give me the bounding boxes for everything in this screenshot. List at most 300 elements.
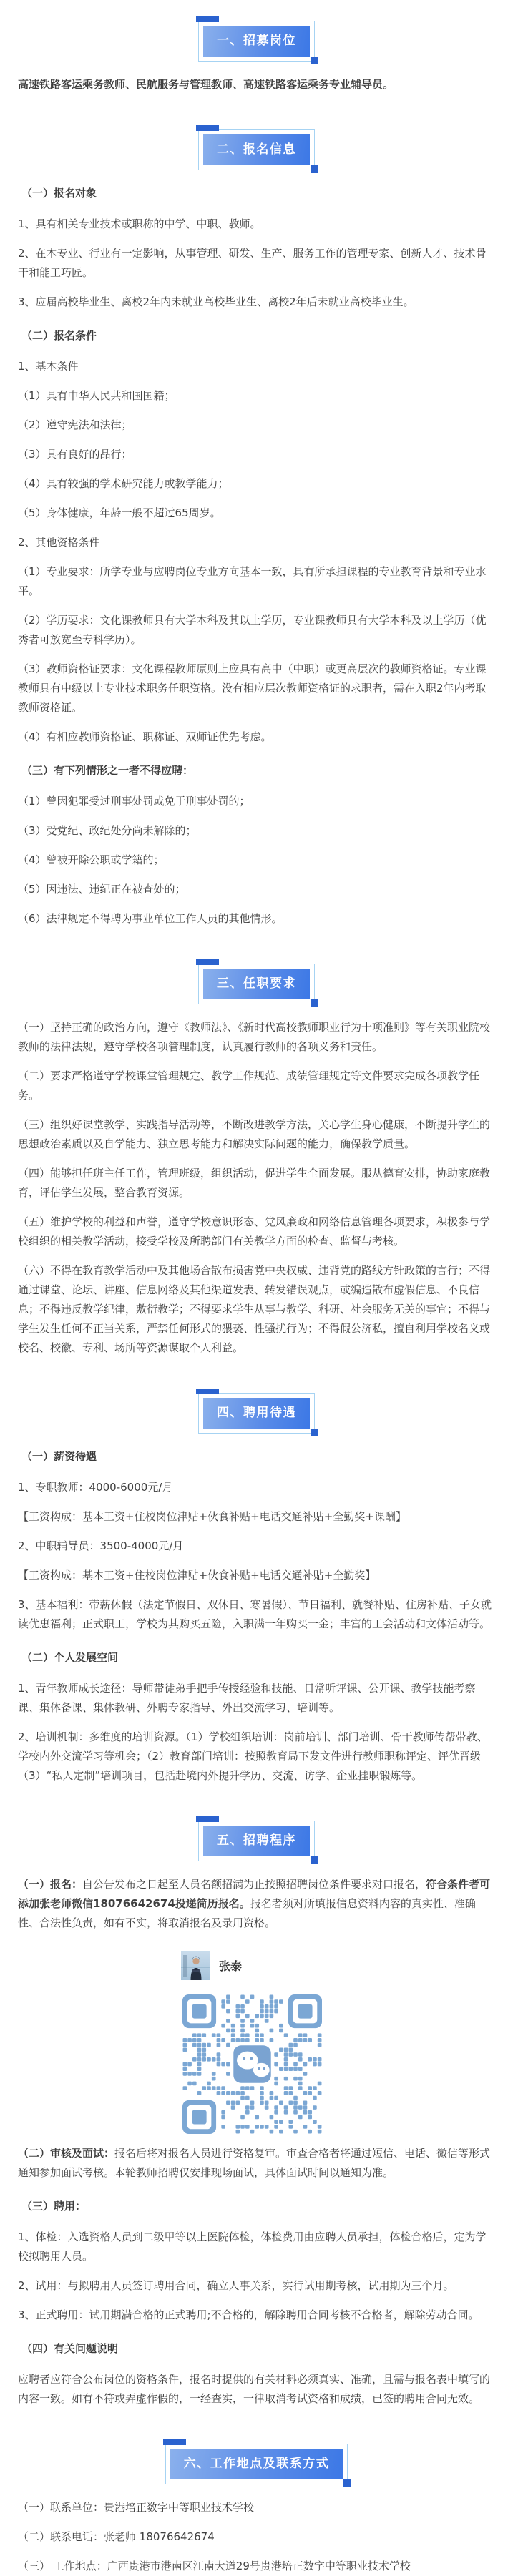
qr-module: [308, 2130, 312, 2134]
qr-module: [260, 2038, 264, 2042]
qr-module: [217, 2043, 221, 2047]
qr-module: [231, 2038, 235, 2042]
qr-module: [288, 2091, 293, 2095]
qr-module: [197, 2048, 202, 2052]
qr-module: [240, 2019, 245, 2023]
paragraph: （一）坚持正确的政治方向，遵守《教师法》、《新时代高校教师职业行为十项准则》等有关职业院校教师的法律法规，遵守学校各项管理制度，认真履行教师的各项义务和责任。: [18, 1021, 491, 1053]
qr-module: [270, 2038, 274, 2042]
qr-module: [245, 1999, 250, 2004]
qr-module: [318, 2091, 322, 2095]
qr-module: [260, 2125, 264, 2129]
paragraph: （1）专业要求：所学专业与应聘岗位专业方向基本一致，具有所承担课程的专业教育背景和专业水平。: [18, 565, 487, 597]
qr-module: [274, 2082, 278, 2086]
ribbon-accent-bar: [196, 959, 219, 965]
qr-module: [274, 2105, 278, 2110]
qr-module: [318, 2057, 322, 2062]
qr-module: [313, 2086, 317, 2090]
text-run: （二）审核及面试：: [18, 2147, 115, 2160]
qr-module: [279, 2130, 283, 2134]
qr-module: [212, 2057, 216, 2062]
qr-module: [298, 2105, 303, 2110]
qr-module: [260, 2100, 264, 2105]
qr-module: [308, 2086, 312, 2090]
qr-module: [207, 2043, 211, 2047]
qr-module: [318, 2043, 322, 2047]
qr-module: [187, 2072, 192, 2076]
qr-module: [231, 2029, 235, 2033]
qr-module: [303, 2033, 308, 2037]
sub-heading: （一）薪资待遇: [21, 1450, 97, 1463]
qr-module: [274, 2096, 278, 2100]
wechat-qr-svg: [182, 1994, 322, 2134]
paragraph: 3、应届高校毕业生、离校2年内未就业高校毕业生、离校2年后未就业高校毕业生。: [18, 295, 414, 308]
qr-module: [303, 2125, 308, 2129]
paragraph: （一）联系单位：贵港培正数字中等职业技术学校: [18, 2501, 255, 2514]
qr-module: [217, 2062, 221, 2067]
wechat-qr-code: [182, 1994, 322, 2134]
sub-heading: （四）有关问题说明: [21, 2342, 119, 2355]
sub-heading: （一）报名对象: [21, 187, 97, 200]
qr-module: [202, 2086, 206, 2090]
qr-module: [265, 2019, 269, 2023]
qr-module: [274, 2110, 278, 2115]
qr-module: [240, 2115, 245, 2120]
qr-module: [284, 2052, 288, 2057]
qr-module: [293, 2100, 298, 2105]
qr-module: [260, 1999, 264, 2004]
qr-module: [240, 2004, 245, 2009]
qr-module: [293, 2062, 298, 2067]
qr-module: [245, 2105, 250, 2110]
qr-module: [265, 2009, 269, 2014]
qr-module: [217, 2086, 221, 2090]
qr-module: [288, 2048, 293, 2052]
qr-module: [245, 2125, 250, 2129]
qr-module: [183, 2038, 187, 2042]
qr-module: [284, 2067, 288, 2071]
paragraph: 高速铁路客运乘务教师、民航服务与管理教师、高速铁路客运乘务专业辅导员。: [18, 78, 394, 91]
paragraph: （1）曾因犯罪受过刑事处罚或免于刑事处罚的；: [18, 795, 250, 808]
paragraph: （3）受党纪、政纪处分尚未解除的；: [18, 824, 197, 837]
qr-module: [197, 2091, 202, 2095]
section-title: 五、招聘程序: [203, 1826, 310, 1856]
qr-module: [255, 2038, 259, 2042]
contact-avatar: [181, 1951, 210, 1980]
qr-module: [240, 1995, 245, 1999]
qr-module: [240, 2038, 245, 2042]
qr-module: [260, 2004, 264, 2009]
qr-module: [187, 2082, 192, 2086]
qr-module: [221, 2091, 225, 2095]
qr-module: [313, 2096, 317, 2100]
qr-module: [192, 2043, 197, 2047]
paragraph: 【工资构成：基本工资+住校岗位津贴+伙食补贴+电话交通补贴+全勤奖】: [18, 1569, 376, 1582]
qr-module: [270, 1999, 274, 2004]
qr-module: [250, 2100, 255, 2105]
qr-module: [293, 2130, 298, 2134]
paragraph: （四）能够担任班主任工作，管理班级，组织活动，促进学生全面发展。服从德育安排，协助家庭教育，评估学生发展，整合教育资源。: [18, 1167, 491, 1199]
qr-module: [255, 2024, 259, 2028]
qr-module: [303, 2062, 308, 2067]
qr-module: [197, 2043, 202, 2047]
paragraph: 2、在本专业、行业有一定影响，从事管理、研发、生产、服务工作的管理专家、创新人才、技术骨干和能工巧匠。: [18, 247, 487, 279]
qr-module: [288, 2052, 293, 2057]
qr-module: [226, 2019, 230, 2023]
qr-module: [303, 2110, 308, 2115]
qr-module: [260, 2096, 264, 2100]
qr-module: [217, 2052, 221, 2057]
ribbon-accent-bar: [163, 2439, 186, 2445]
qr-module: [221, 1999, 225, 2004]
qr-module: [270, 2014, 274, 2018]
text-run: （一）报名：: [18, 1878, 83, 1891]
qr-module: [221, 2110, 225, 2115]
qr-module: [240, 2009, 245, 2014]
section-title: 三、任职要求: [203, 969, 310, 999]
paragraph: 1、专职教师：4000-6000元/月: [18, 1481, 173, 1494]
qr-module: [279, 2048, 283, 2052]
qr-module: [197, 2038, 202, 2042]
qr-module: [202, 2048, 206, 2052]
qr-module: [313, 2057, 317, 2062]
section-title: 二、报名信息: [203, 134, 310, 165]
ribbon-corner-accent: [311, 1429, 318, 1436]
qr-module: [293, 2067, 298, 2071]
qr-module: [197, 2052, 202, 2057]
qr-module: [202, 2052, 206, 2057]
qr-module: [260, 2091, 264, 2095]
qr-module: [212, 2072, 216, 2076]
qr-module: [236, 2004, 240, 2009]
qr-module: [226, 2029, 230, 2033]
qr-module: [308, 2091, 312, 2095]
wechat-logo-bubble: [253, 2063, 270, 2077]
qr-module: [288, 2043, 293, 2047]
qr-module: [183, 2043, 187, 2047]
ribbon-accent-bar: [196, 1389, 219, 1394]
qr-module: [236, 2009, 240, 2014]
qr-module: [192, 2082, 197, 2086]
qr-module: [197, 2062, 202, 2067]
qr-module: [303, 2072, 308, 2076]
paragraph: （4）具有较强的学术研究能力或教学能力；: [18, 477, 229, 490]
qr-module: [202, 2033, 206, 2037]
qr-module: [284, 2077, 288, 2081]
qr-module: [298, 2033, 303, 2037]
paragraph: （5）因违法、违纪正在被查处的；: [18, 883, 186, 896]
qr-module: [236, 2038, 240, 2042]
qr-module: [240, 2029, 245, 2033]
qr-module: [318, 2062, 322, 2067]
qr-module: [236, 2125, 240, 2129]
paragraph: [18, 1875, 495, 1933]
qr-module: [245, 2033, 250, 2037]
qr-module: [217, 2038, 221, 2042]
wechat-logo-bubble: [258, 2067, 260, 2070]
paragraph: （3）具有良好的品行；: [18, 448, 132, 461]
qr-module: [274, 2009, 278, 2014]
paragraph: 1、体检：入选资格人员到二级甲等以上医院体检，体检费用由应聘人员承担，体检合格后，定为学校拟聘用人员。: [18, 2230, 487, 2263]
qr-module: [284, 2110, 288, 2115]
qr-module: [183, 2048, 187, 2052]
qr-module: [284, 2091, 288, 2095]
qr-module: [279, 2100, 283, 2105]
section-header-6: [170, 2449, 343, 2479]
qr-module: [270, 2004, 274, 2009]
qr-module: [250, 2130, 255, 2134]
section-title: 六、工作地点及联系方式: [170, 2449, 343, 2479]
qr-module: [240, 2086, 245, 2090]
contact-name: 张泰: [219, 1959, 243, 1973]
text-run: 符合条件者可添加张老师微信18076642674投递简历报名。: [18, 1878, 491, 1910]
ribbon-accent-bar: [196, 1816, 219, 1822]
qr-module: [318, 2130, 322, 2134]
qr-finder: [298, 2004, 312, 2018]
qr-module: [270, 1995, 274, 1999]
qr-module: [192, 2033, 197, 2037]
qr-module: [293, 2043, 298, 2047]
qr-finder: [192, 2004, 206, 2018]
qr-module: [298, 2052, 303, 2057]
contact-name-row: [181, 1951, 495, 1980]
qr-module: [192, 2072, 197, 2076]
qr-module: [308, 2038, 312, 2042]
qr-module: [226, 2009, 230, 2014]
qr-module: [245, 2096, 250, 2100]
qr-module: [212, 2033, 216, 2037]
paragraph: （三）组织好课堂教学、实践指导活动等，不断改进教学方法，关心学生身心健康，不断提升学生的思想政治素质以及自学能力、独立思考能力和解决实际问题的能力，确保教学质量。: [18, 1118, 491, 1150]
qr-module: [274, 2077, 278, 2081]
qr-module: [236, 2130, 240, 2134]
ribbon-corner-accent: [311, 57, 318, 64]
qr-module: [183, 2072, 187, 2076]
qr-module: [260, 2009, 264, 2014]
qr-module: [279, 2067, 283, 2071]
qr-module: [270, 2091, 274, 2095]
qr-module: [183, 2062, 187, 2067]
paragraph: 应聘者应符合公布岗位的资格条件，报名时提供的有关材料必须真实、准确，且需与报名表中填写的内容一致。如有不符或弄虚作假的，一经查实，一律取消考试资格和成绩，已签的聘用合同无效。: [18, 2373, 491, 2405]
qr-module: [226, 1995, 230, 1999]
qr-finder: [192, 2110, 206, 2124]
section-header-5: [203, 1826, 310, 1856]
paragraph: 2、其他资格条件: [18, 536, 100, 549]
qr-module: [284, 2105, 288, 2110]
qr-module: [217, 2091, 221, 2095]
qr-module: [250, 2024, 255, 2028]
qr-module: [274, 2120, 278, 2124]
section-header-1: [203, 26, 310, 57]
qr-module: [231, 2100, 235, 2105]
paragraph: （二）要求严格遵守学校课堂管理规定、教学工作规范、成绩管理规定等文件要求完成各项教学任务。: [18, 1069, 480, 1102]
qr-module: [187, 2062, 192, 2067]
paragraph: 【工资构成：基本工资+住校岗位津贴+伙食补贴+电话交通补贴+全勤奖+课酬】: [18, 1510, 406, 1523]
qr-module: [274, 2004, 278, 2009]
qr-module: [293, 2105, 298, 2110]
qr-module: [221, 2024, 225, 2028]
qr-module: [255, 2125, 259, 2129]
qr-module: [318, 2125, 322, 2129]
qr-module: [318, 2038, 322, 2042]
contact-avatar-image: [181, 1951, 210, 1980]
qr-module: [313, 2120, 317, 2124]
qr-module: [217, 2033, 221, 2037]
text-run: 自公告发布之日起至人员名额招满为止按照招聘岗位条件要求对口报名，: [82, 1878, 426, 1891]
qr-module: [303, 2038, 308, 2042]
paragraph: 1、青年教师成长途径：导师带徒弟手把手传授经验和技能、日常听评课、公开课、教学技能考察课、集体备课、集体教研、外聘专家指导、外出交流学习、培训等。: [18, 1682, 476, 1714]
qr-module: [308, 2057, 312, 2062]
qr-module: [265, 2125, 269, 2129]
paragraph: [18, 2144, 495, 2183]
qr-module: [265, 2105, 269, 2110]
paragraph: （4）有相应教师资格证、职称证、双师证优先考虑。: [18, 730, 272, 743]
qr-module: [240, 2091, 245, 2095]
qr-module: [279, 2024, 283, 2028]
qr-module: [308, 2110, 312, 2115]
qr-module: [293, 2077, 298, 2081]
qr-module: [226, 2072, 230, 2076]
qr-module: [284, 2062, 288, 2067]
qr-module: [236, 2091, 240, 2095]
qr-module: [303, 2105, 308, 2110]
paragraph: 3、正式聘用：试用期满合格的正式聘用;不合格的，解除聘用合同考核不合格者，解除劳动合同。: [18, 2308, 479, 2321]
qr-module: [221, 2004, 225, 2009]
paragraph: 2、中职辅导员：3500-4000元/月: [18, 1539, 184, 1552]
qr-module: [240, 2024, 245, 2028]
qr-module: [221, 2086, 225, 2090]
qr-module: [240, 2096, 245, 2100]
sub-heading: （二）个人发展空间: [21, 1651, 119, 1664]
qr-module: [298, 2038, 303, 2042]
qr-module: [255, 2014, 259, 2018]
qr-module: [202, 2043, 206, 2047]
qr-module: [270, 2029, 274, 2033]
paragraph: （4）曾被开除公职或学籍的；: [18, 853, 165, 866]
qr-module: [236, 2100, 240, 2105]
qr-module: [245, 2086, 250, 2090]
paragraph: 3、基本福利：带薪休假（法定节假日、双休日、寒暑假）、节日福利、就餐补贴、住房补贴、子女就读优惠福利；正式职工，学校为其购买五险，入职满一年购买一金；丰富的工会活动和文体活动等。: [18, 1598, 492, 1630]
qr-module: [270, 2130, 274, 2134]
section-header-3: [203, 969, 310, 999]
paragraph: 2、试用：与拟聘用人员签订聘用合同，确立人事关系，实行试用期考核，试用期为三个月。: [18, 2279, 454, 2292]
qr-module: [192, 2057, 197, 2062]
qr-module: [231, 2024, 235, 2028]
wechat-logo-bubble: [250, 2057, 253, 2060]
qr-module: [313, 2062, 317, 2067]
paragraph: 2、培训机制：多维度的培训资源。（1）学校组织培训：岗前培训、部门培训、骨干教师传帮带教、学校内外交流学习等机会；（2）教育部门培训：按照教育局下发文件进行教师职称评定、评优晋级（3）“私人定制”培训项目，包括赴境内外提升学历、交流、访学、企业挂职锻炼等。: [18, 1730, 488, 1782]
paragraph: 1、基本条件: [18, 360, 79, 373]
qr-module: [197, 2072, 202, 2076]
qr-module: [298, 2067, 303, 2071]
qr-module: [187, 2038, 192, 2042]
qr-module: [288, 2100, 293, 2105]
qr-module: [226, 1999, 230, 2004]
qr-module: [226, 2043, 230, 2047]
qr-module: [202, 2057, 206, 2062]
qr-module: [221, 2038, 225, 2042]
qr-module: [197, 2067, 202, 2071]
qr-module: [293, 2052, 298, 2057]
qr-module: [250, 2086, 255, 2090]
qr-module: [250, 1995, 255, 1999]
recruitment-article: [0, 26, 513, 2572]
qr-module: [303, 2100, 308, 2105]
section-title: 一、招募岗位: [203, 26, 310, 57]
qr-module: [212, 2086, 216, 2090]
qr-module: [298, 2077, 303, 2081]
qr-module: [274, 2125, 278, 2129]
qr-module: [318, 2082, 322, 2086]
sub-heading: （三）聘用：: [21, 2200, 87, 2213]
qr-module: [207, 2082, 211, 2086]
paragraph: （五）维护学校的利益和声誉，遵守学校意识形态、党风廉政和网络信息管理各项要求，积极参与学校组织的相关教学活动，接受学校及所聘部门有关教学方面的检查、监督与考核。: [18, 1215, 491, 1248]
text-run: 报名后将对报名人员进行资格复审。审查合格者将通过短信、电话、微信等形式通知参加面试考核。本轮教师招聘仅安排现场面试，具体面试时间以通知为准。: [18, 2147, 491, 2179]
qr-module: [274, 1999, 278, 2004]
ribbon-accent-bar: [196, 125, 219, 131]
paragraph: （6）法律规定不得聘为事业单位工作人员的其他情形。: [18, 912, 283, 925]
qr-module: [274, 2062, 278, 2067]
ribbon-corner-accent: [343, 2479, 351, 2487]
qr-module: [183, 2086, 187, 2090]
qr-module: [265, 2100, 269, 2105]
qr-module: [274, 2052, 278, 2057]
paragraph: （5）身体健康，年龄一般不超过65周岁。: [18, 506, 221, 519]
qr-module: [221, 2125, 225, 2129]
qr-module: [255, 2029, 259, 2033]
section-title: 四、聘用待遇: [203, 1398, 310, 1429]
qr-module: [284, 2086, 288, 2090]
ribbon-corner-accent: [311, 999, 318, 1007]
qr-module: [260, 2014, 264, 2018]
qr-module: [217, 2057, 221, 2062]
qr-module: [298, 2057, 303, 2062]
paragraph: 1、具有相关专业技术或职称的中学、中职、教师。: [18, 217, 261, 230]
qr-module: [260, 2086, 264, 2090]
qr-module: [221, 2115, 225, 2120]
contact-card: [18, 1951, 495, 2134]
qr-module: [313, 2105, 317, 2110]
qr-module: [270, 2115, 274, 2120]
qr-module: [236, 2014, 240, 2018]
qr-module: [231, 2091, 235, 2095]
paragraph: （1）具有中华人民共和国国籍；: [18, 389, 175, 402]
qr-module: [197, 2057, 202, 2062]
qr-module: [255, 2115, 259, 2120]
qr-module: [250, 2019, 255, 2023]
ribbon-accent-bar: [196, 16, 219, 22]
ribbon-corner-accent: [311, 1856, 318, 1864]
paragraph: （2）遵守宪法和法律；: [18, 418, 132, 431]
qr-module: [231, 2105, 235, 2110]
paragraph: （二）联系电话：张老师 18076642674: [18, 2530, 215, 2543]
qr-module: [298, 2115, 303, 2120]
sub-heading: （二）报名条件: [21, 329, 97, 342]
qr-module: [288, 2125, 293, 2129]
qr-module: [226, 2091, 230, 2095]
qr-module: [221, 2062, 225, 2067]
qr-module: [303, 2091, 308, 2095]
qr-module: [270, 2096, 274, 2100]
wechat-logo-bubble: [263, 2067, 265, 2070]
paragraph: （六）不得在教育教学活动中及其他场合散布损害党中央权威、违背党的路线方针政策的言行；不得通过课堂、论坛、讲座、信息网络及其他渠道发表、转发错误观点，或编造散布虚假信息、不良信息；不得违反教学纪律，敷衍教学；不得要求学生从事与教学、科研、社会服务无关的事宜；不得与学生发生任何不正当关系，严禁任何形式的猥亵、性骚扰行为；不得假公济私，擅自利用学校名义或校名、校徽、专利、场所等资源谋取个人利益。: [18, 1264, 491, 1354]
qr-module: [265, 2004, 269, 2009]
qr-module: [240, 2125, 245, 2129]
qr-module: [318, 2033, 322, 2037]
qr-module: [293, 2110, 298, 2115]
qr-module: [260, 2033, 264, 2037]
qr-module: [240, 2033, 245, 2037]
qr-module: [288, 2067, 293, 2071]
section-header-4: [203, 1398, 310, 1429]
